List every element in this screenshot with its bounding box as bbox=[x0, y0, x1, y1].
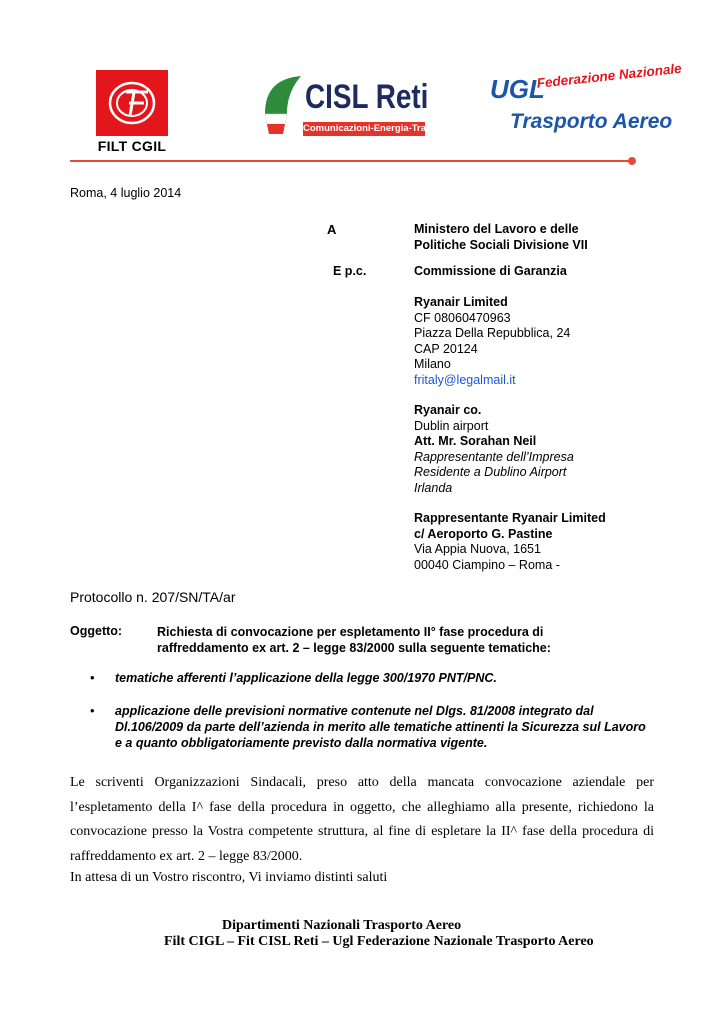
address-cf: CF 08060470963 bbox=[414, 310, 511, 325]
header-rule bbox=[70, 160, 630, 162]
address-cap: CAP 20124 bbox=[414, 341, 478, 356]
address-city: 00040 Ciampino – Roma - bbox=[414, 557, 560, 572]
bullet-item: applicazione delle previsioni normative contenute nel Dlgs. 81/2008 integrato dal Dl.106/2009 da parte dell’azienda in merito alle tematiche attinenti la Sicurezza sul Lavoro e a quanto obbligatoriamente previsto dalla normativa vigente. bbox=[115, 704, 646, 750]
filt-cgil-emblem bbox=[96, 70, 168, 136]
body-paragraph: Le scriventi Organizzazioni Sindacali, preso atto della mancata convocazione aziendale per l’espletamento della I^ fase della procedura in oggetto, che alleghiamo alla presente, richiedono la convocazione presso la Vostra competente struttura, al fine di espletare la II^ fase della procedura di raffreddamento ex art. 2 – legge 83/2000. bbox=[70, 775, 654, 864]
recipient-line: Politiche Sociali Divisione VII bbox=[414, 237, 588, 252]
address-attention: Att. Mr. Sorahan Neil bbox=[414, 434, 537, 448]
cc-label: E p.c. bbox=[333, 264, 367, 278]
address-street: Via Appia Nuova, 1651 bbox=[414, 542, 541, 556]
address-place: Dublin airport bbox=[414, 418, 489, 433]
recipient-line: Ministero del Lavoro e delle bbox=[414, 222, 579, 236]
letter-date: Roma, 4 luglio 2014 bbox=[70, 186, 182, 200]
ugl-logo bbox=[490, 60, 683, 145]
address-role: Residente a Dublino Airport bbox=[414, 465, 567, 479]
ugl-mark: UGL bbox=[490, 74, 545, 104]
cisl-flag-icon bbox=[261, 74, 305, 136]
address-airport: c/ Aeroporto G. Pastine bbox=[414, 526, 553, 541]
address-role: Irlanda bbox=[414, 480, 453, 495]
signature-department: Dipartimenti Nazionali Trasporto Aereo bbox=[222, 918, 462, 933]
header-rule-dot bbox=[628, 157, 636, 165]
address-ryanair-limited bbox=[414, 295, 570, 388]
recipient-ministry bbox=[414, 222, 588, 253]
ugl-trasporto-aereo-text: Trasporto Aereo bbox=[510, 110, 673, 133]
address-street: Piazza Della Repubblica, 24 bbox=[414, 326, 571, 340]
address-ryanair-representative bbox=[414, 511, 606, 573]
bullet-item: tematiche afferenti l’applicazione della legge 300/1970 PNT/PNC. bbox=[115, 671, 497, 685]
cisl-reti-logo bbox=[261, 74, 453, 144]
cisl-reti-title: CISL Reti bbox=[305, 78, 429, 116]
bullet-marker: • bbox=[90, 703, 95, 718]
ugl-federazione-text: Federazione Nazionale bbox=[536, 60, 683, 91]
closing-line: In attesa di un Vostro riscontro, Vi inviamo distinti saluti bbox=[70, 870, 388, 885]
recipient-label: A bbox=[327, 222, 337, 237]
address-name: Ryanair Limited bbox=[414, 295, 508, 309]
address-name: Ryanair co. bbox=[414, 403, 482, 417]
address-city: Milano bbox=[414, 357, 451, 371]
subject-label: Oggetto: bbox=[70, 624, 123, 638]
address-ryanair-co bbox=[414, 403, 574, 496]
filt-cgil-logo-text: FILT CGIL bbox=[97, 138, 167, 154]
cisl-reti-subtitle: Comunicazioni-Energia-Trasporti bbox=[303, 123, 453, 134]
filt-cgil-logo bbox=[96, 70, 168, 158]
signature-unions: Filt CIGL – Fit CISL Reti – Ugl Federazione Nazionale Trasporto Aereo bbox=[164, 934, 594, 949]
subject-text: Richiesta di convocazione per espletamento II° fase procedura di raffreddamento ex art. 2 – legge 83/2000 sulla seguente tematiche: bbox=[157, 625, 551, 655]
cc-commissione: Commissione di Garanzia bbox=[414, 264, 567, 278]
filt-cgil-mark-icon bbox=[96, 70, 168, 136]
address-name: Rappresentante Ryanair Limited bbox=[414, 511, 606, 525]
email-link[interactable]: fritaly@legalmail.it bbox=[414, 372, 516, 387]
protocol-number: Protocollo n. 207/SN/TA/ar bbox=[70, 589, 236, 605]
bullet-marker: • bbox=[90, 670, 95, 685]
address-role: Rappresentante dell’Impresa bbox=[414, 449, 574, 464]
